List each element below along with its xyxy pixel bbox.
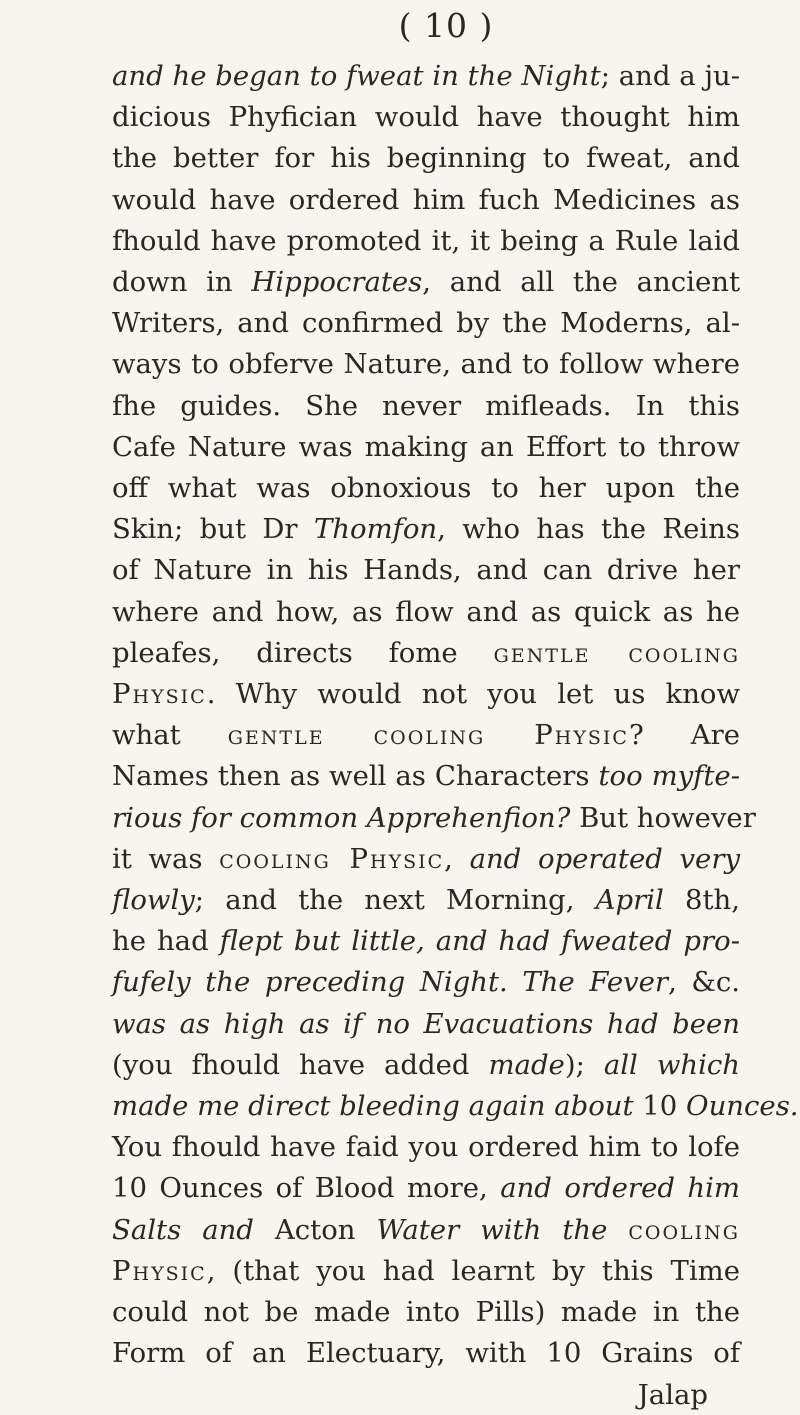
text-run: it was (112, 842, 220, 875)
text-run: cooling (628, 1213, 740, 1246)
text-run: You fhould have faid you ordered him to lofe (112, 1131, 740, 1164)
text-line (112, 1004, 740, 1045)
catchword: Jalap (637, 1378, 708, 1411)
text-run: April (595, 884, 664, 917)
text-run: dicious Phyfician would have thought him (112, 101, 740, 134)
text-run: gentle cooling Physic (227, 719, 629, 752)
text-run: rious for common Apprehenfion? (112, 801, 571, 834)
text-run: down in (112, 266, 252, 299)
text-line (112, 1168, 740, 1209)
text-line (112, 1333, 740, 1374)
text-run: would have ordered him fuch Medicines as (112, 183, 740, 216)
text-run: Physic (112, 678, 207, 711)
text-run: Hippocrates (251, 266, 423, 299)
text-line (112, 1086, 799, 1127)
text-line (112, 756, 740, 797)
text-run: 8th, (663, 884, 740, 917)
text-line (112, 633, 740, 674)
text-run: Ounces. (686, 1090, 799, 1123)
page-number: ( 10 ) (398, 6, 494, 45)
text-run: Skin; but Dr (112, 513, 314, 546)
text-line (112, 798, 756, 839)
text-run: all which (603, 1048, 740, 1081)
text-line (112, 509, 740, 550)
text-run: , &c. (668, 966, 740, 999)
text-run: flowly (112, 884, 195, 917)
text-run: made me direct bleeding again about (112, 1090, 634, 1123)
text-line (112, 592, 740, 633)
text-line (112, 138, 740, 179)
text-run: Salts and (112, 1213, 254, 1246)
text-line (112, 1045, 740, 1086)
text-run: Form of an Electuary, with 10 Grains of (112, 1337, 740, 1370)
text-run: fhe guides. She never mifleads. In this (112, 389, 740, 422)
text-run: ; and a ju- (600, 60, 741, 92)
text-line (112, 715, 740, 756)
text-run: Thomfon (313, 513, 438, 546)
text-run: Cafe Nature was making an Effort to throw (112, 430, 740, 463)
text-run: flept but little, and had fweated pro- (219, 925, 740, 958)
text-line (112, 962, 740, 1003)
text-line (112, 344, 740, 385)
text-run: of Nature in his Hands, and can drive her (112, 554, 740, 587)
text-line (112, 1210, 740, 1251)
text-line (112, 1127, 740, 1168)
text-line (112, 56, 740, 97)
text-run: fufely the preceding Night. The Fever (112, 966, 669, 999)
text-run: Physic (112, 1254, 207, 1287)
text-line (112, 880, 740, 921)
text-run: what (112, 719, 228, 752)
text-run: (you fhould have added (112, 1048, 489, 1081)
text-run: he had (112, 925, 220, 958)
text-run: was as high as if no Evacuations had been (112, 1007, 740, 1040)
text-run: , (444, 842, 470, 875)
text-line (112, 1251, 740, 1292)
text-run: . Why would not you let us know (206, 678, 740, 711)
text-run: Acton (253, 1213, 377, 1246)
text-run: , (that you had learnt by this Time (206, 1254, 740, 1287)
text-run: 10 (633, 1090, 687, 1123)
text-run: pleafes, directs fome (112, 636, 494, 669)
text-line (112, 468, 740, 509)
text-run: made (488, 1048, 565, 1081)
text-line (112, 1292, 740, 1333)
text-line (112, 921, 740, 962)
text-line (112, 839, 740, 880)
text-run: Names then as well as Characters (112, 760, 599, 793)
text-line (112, 386, 740, 427)
text-line (112, 97, 740, 138)
text-run: Water with the (376, 1213, 608, 1246)
text-run: fhould have promoted it, it being a Rule laid (112, 224, 740, 257)
text-run: the better for his beginning to fweat, and (112, 142, 740, 175)
text-line (112, 180, 740, 221)
text-run: But however (570, 801, 756, 834)
text-run: ways to obferve Nature, and to follow where (112, 348, 740, 381)
text-run: gentle cooling (493, 636, 740, 669)
text-run: and he began to fweat in the Night (112, 60, 601, 92)
text-run: where and how, as flow and as quick as he (112, 595, 740, 628)
body-text (112, 56, 799, 1375)
text-line (112, 262, 740, 303)
text-line (112, 550, 740, 591)
text-line (112, 427, 740, 468)
text-run: ; and the next Morning, (194, 884, 596, 917)
text-run: ); (564, 1048, 604, 1081)
text-run: and operated very (469, 842, 740, 875)
text-run: ? Are (628, 719, 740, 752)
text-line (112, 674, 740, 715)
text-line (112, 221, 740, 262)
text-run: and ordered him (500, 1172, 740, 1205)
text-line (112, 303, 740, 344)
text-run (607, 1214, 628, 1246)
text-run: , and all the ancient (422, 266, 741, 299)
text-run: , who has the Reins (437, 513, 741, 546)
text-run: could not be made into Pills) made in the (112, 1296, 740, 1329)
text-run: off what was obnoxious to her upon the (112, 472, 740, 505)
text-run: cooling Physic (219, 842, 445, 875)
text-run: too myfte- (598, 760, 740, 793)
text-run: 10 Ounces of Blood more, (112, 1172, 501, 1205)
text-run: Writers, and confirmed by the Moderns, al- (112, 307, 740, 340)
